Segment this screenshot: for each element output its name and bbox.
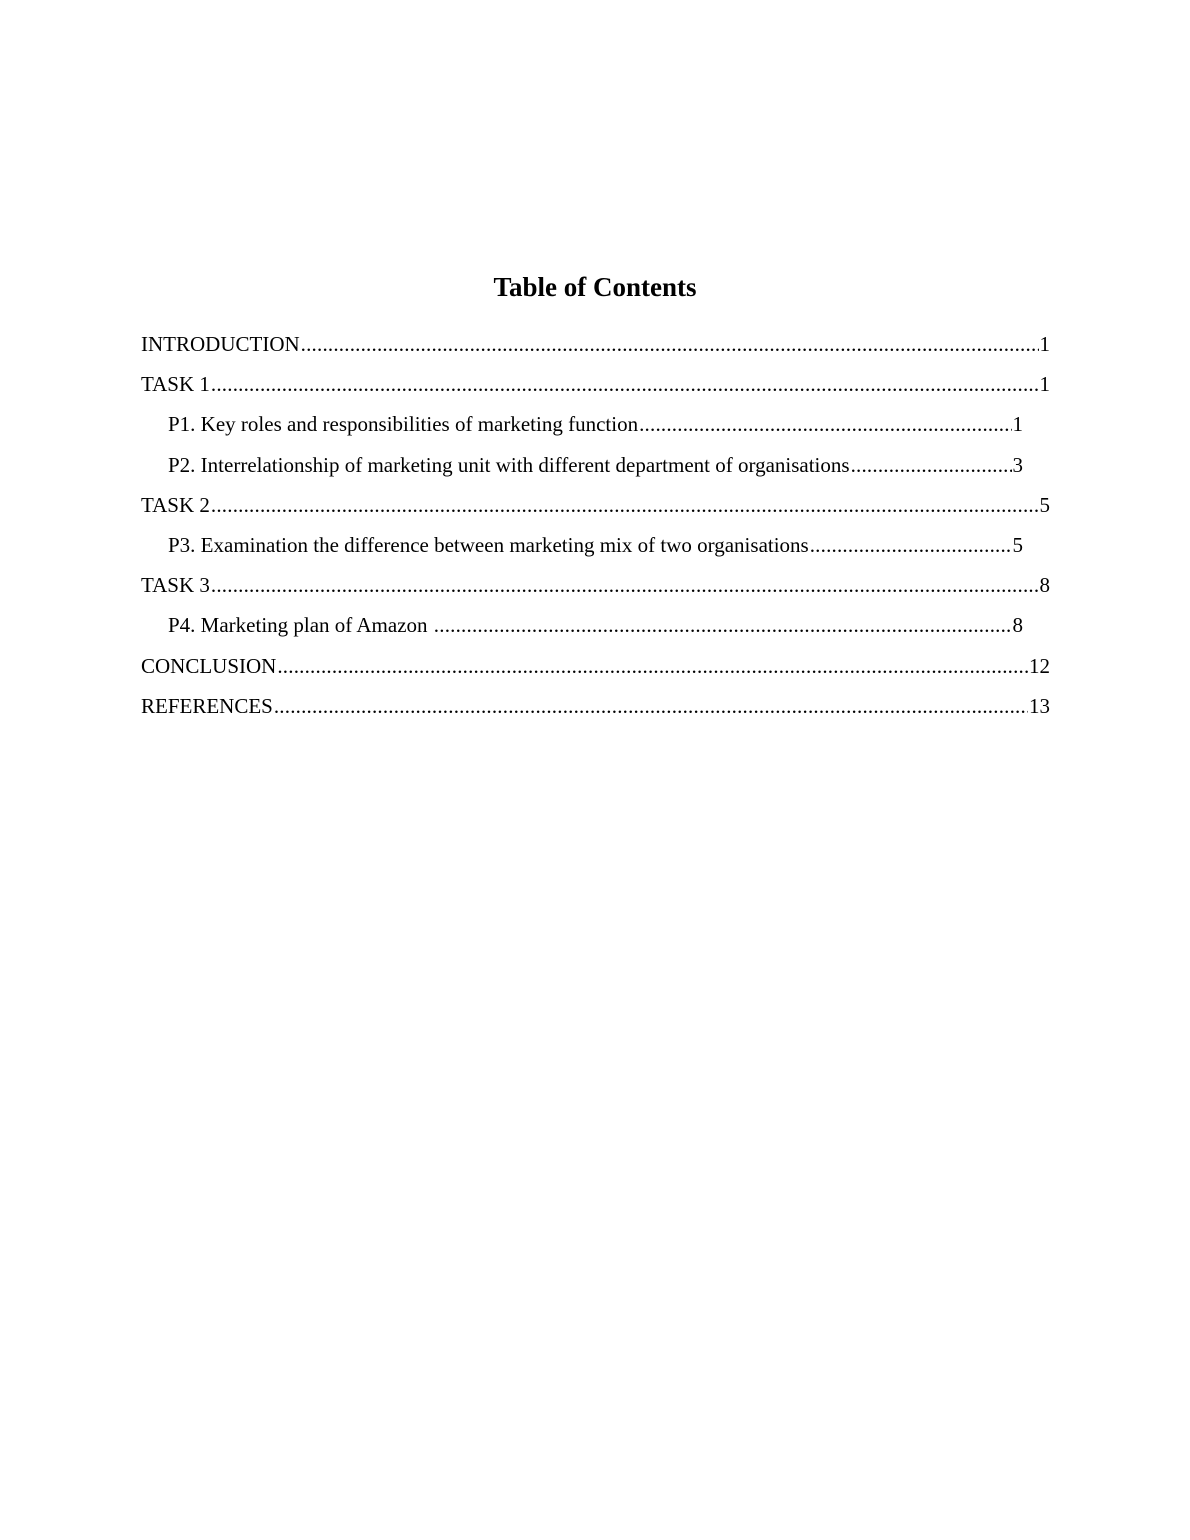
toc-entry-conclusion[interactable] [141,646,1050,686]
toc-dot-leader [851,445,1012,485]
toc-page-number: 1 [1039,332,1050,356]
toc-entry-label: P2. Interrelationship of marketing unit with different department of organisations [168,452,850,477]
toc-entry-p4[interactable] [168,605,1023,645]
toc-page-number: 3 [1012,452,1023,477]
toc-entry-label: P4. Marketing plan of Amazon [168,613,433,638]
toc-entry-label: P3. Examination the difference between marketing mix of two organisations [168,532,809,557]
toc-entry-p1[interactable] [168,404,1023,444]
toc-page-number: 8 [1039,573,1050,598]
toc-entry-label: TASK 3 [141,573,210,598]
toc-dot-leader [277,646,1028,686]
toc-list [0,324,1190,726]
toc-dot-leader [211,485,1039,525]
toc-entry-label: P1. Key roles and responsibilities of marketing function [168,412,639,437]
toc-entry-label: INTRODUCTION [141,332,300,356]
toc-entry-task-1[interactable] [141,364,1050,404]
toc-entry-task-2[interactable] [141,485,1050,525]
toc-dot-leader [211,364,1039,404]
toc-entry-p3[interactable] [168,525,1023,565]
toc-dot-leader [274,686,1028,726]
toc-entry-references[interactable] [141,686,1050,726]
toc-page-number: 12 [1029,653,1050,678]
toc-dot-leader [301,324,1039,364]
toc-entry-task-3[interactable] [141,565,1050,605]
toc-entry-label: TASK 1 [141,372,210,397]
toc-page-number: 13 [1029,693,1050,718]
toc-page-number: 1 [1012,412,1023,437]
toc-entry-p2[interactable] [168,445,1023,485]
toc-dot-leader [639,404,1011,444]
toc-page-number: 5 [1039,492,1050,517]
toc-title: Table of Contents [493,272,697,302]
toc-entry-introduction[interactable] [141,324,1050,364]
toc-entry-label: REFERENCES [141,693,273,718]
toc-page-number: 8 [1012,613,1023,638]
toc-page-number: 1 [1039,372,1050,397]
toc-page-number: 5 [1012,532,1023,557]
toc-entry-label: CONCLUSION [141,653,277,678]
toc-dot-leader [434,605,1012,645]
toc-entry-label: TASK 2 [141,492,210,517]
toc-dot-leader [211,565,1039,605]
toc-dot-leader [810,525,1012,565]
